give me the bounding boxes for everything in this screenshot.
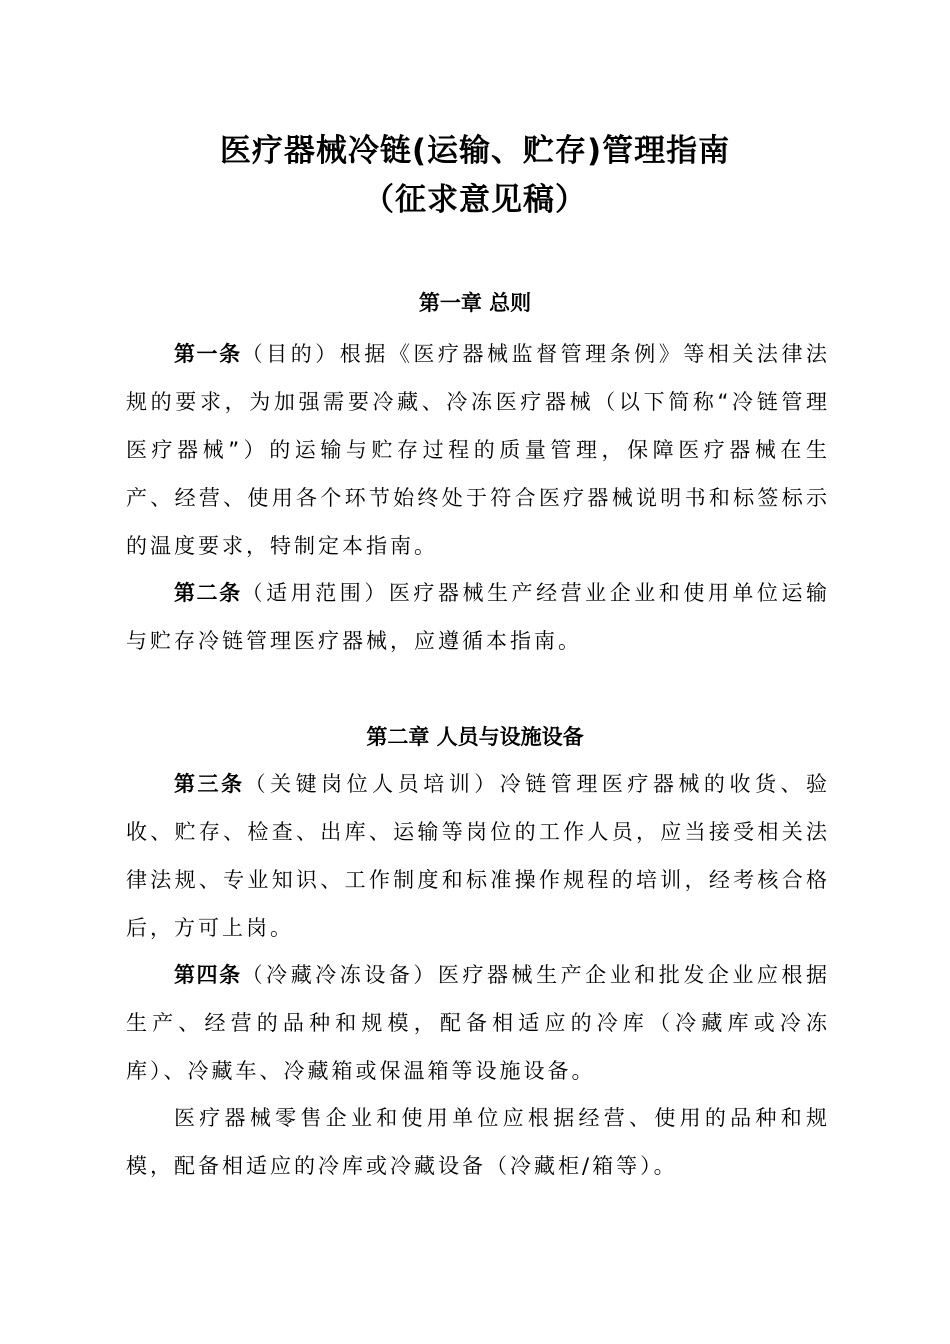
article-label: 第四条 bbox=[174, 963, 242, 987]
chapter-heading: 第二章 人员与设施设备 bbox=[366, 725, 584, 749]
document-subtitle: （征求意见稿） bbox=[363, 182, 587, 218]
article-paragraph bbox=[126, 951, 830, 1095]
chapter-heading: 第一章 总则 bbox=[418, 291, 532, 315]
article-text: （冷藏冷冻设备）医疗器械生产企业和批发企业应根据生产、经营的品种和规模，配备相适应的冷库（冷藏库或冷冻库）、冷藏车、冷藏箱或保温箱等设施设备。 bbox=[126, 963, 831, 1083]
article-paragraph bbox=[126, 569, 830, 665]
article-paragraph bbox=[126, 1094, 830, 1190]
article-paragraph bbox=[126, 760, 830, 952]
article-text: （适用范围）医疗器械生产经营业企业和使用单位运输与贮存冷链管理医疗器械，应遵循本指南。 bbox=[126, 581, 831, 653]
article-paragraph bbox=[126, 330, 830, 570]
article-text: （关键岗位人员培训）冷链管理医疗器械的收货、验收、贮存、检查、出库、运输等岗位的工作人员，应当接受相关法律法规、专业知识、工作制度和标准操作规程的培训，经考核合格后，方可上岗。 bbox=[126, 772, 831, 940]
article-text: （目的）根据《医疗器械监督管理条例》等相关法律法规的要求，为加强需要冷藏、冷冻医疗器械（以下简称“冷链管理医疗器械”）的运输与贮存过程的质量管理，保障医疗器械在生产、经营、使用各个环节始终处于符合医疗器械说明书和标签标示的温度要求，特制定本指南。 bbox=[126, 342, 831, 558]
article-label: 第二条 bbox=[174, 581, 242, 605]
document-title: 医疗器械冷链(运输、贮存)管理指南 bbox=[219, 133, 731, 169]
article-text: 医疗器械零售企业和使用单位应根据经营、使用的品种和规模，配备相适应的冷库或冷藏设备（冷藏柜/箱等）。 bbox=[126, 1106, 830, 1178]
article-label: 第一条 bbox=[174, 342, 242, 366]
article-label: 第三条 bbox=[174, 772, 245, 796]
